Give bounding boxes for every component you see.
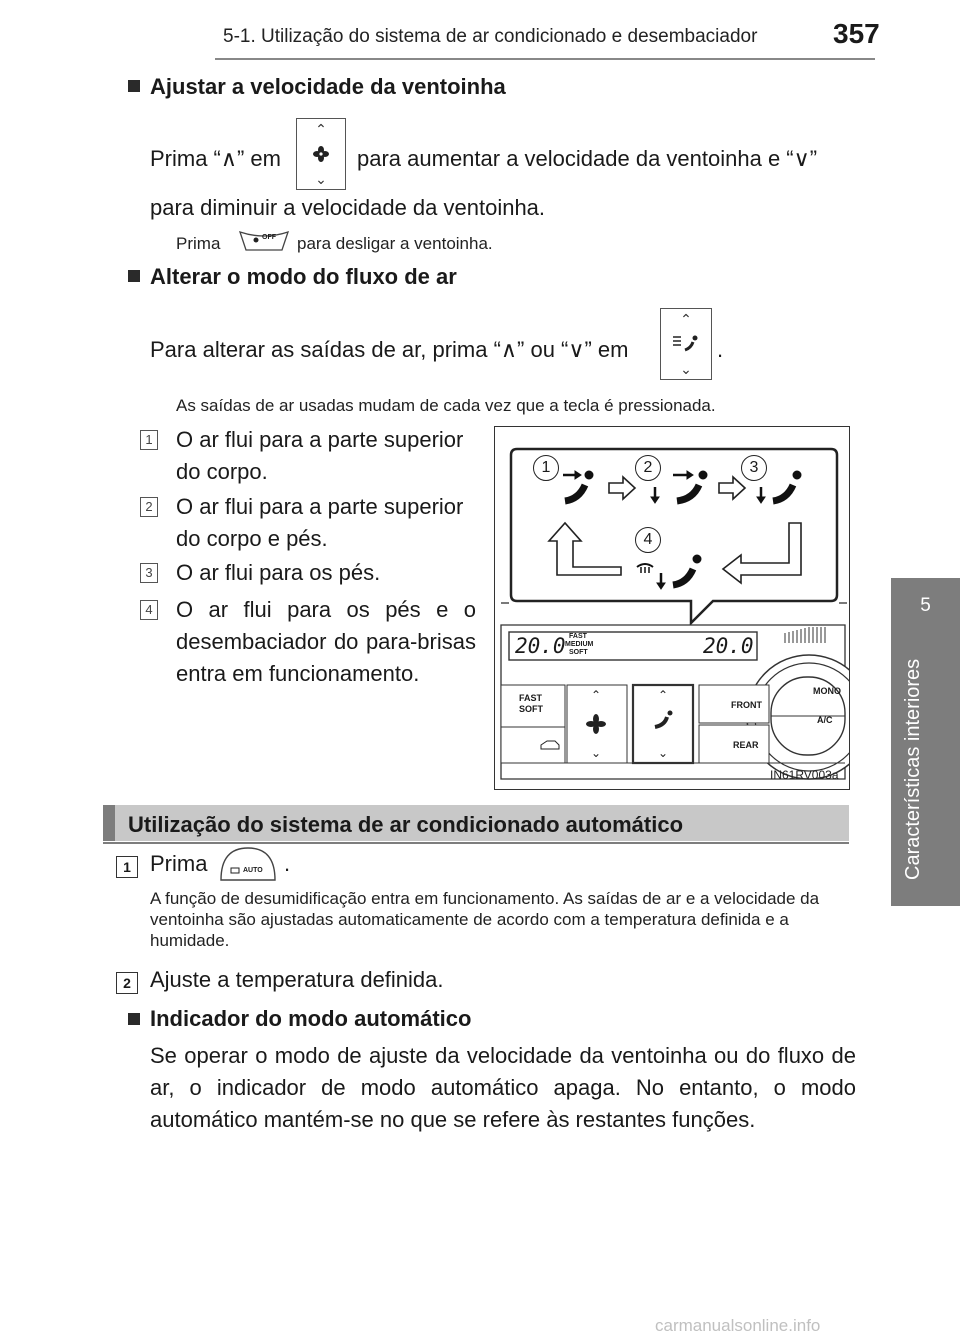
figure-code: IN61RV003a <box>770 768 839 782</box>
fan-speed-text-line2: para diminuir a velocidade da ventoinha. <box>150 195 546 220</box>
front-defog-label: FRONT <box>731 700 762 710</box>
mode-marker: 1 <box>533 455 559 481</box>
running-header-title: 5-1. Utilização do sistema de ar condicionado e desembaciador <box>223 26 758 47</box>
list-item-text: O ar flui para a parte superior do corpo e pés. <box>176 494 464 551</box>
step-number: 1 <box>116 856 138 878</box>
chapter-number: 5 <box>920 595 931 616</box>
fan-level-fast: FAST <box>569 633 587 640</box>
airflow-text-a: Para alterar as saídas de ar, prima “∧” ou “∨” em <box>150 337 629 362</box>
svg-text:⌃: ⌃ <box>590 688 602 702</box>
heading-bullet <box>128 270 140 282</box>
fast-button-label: FAST <box>519 693 543 703</box>
section-title: Utilização do sistema de ar condicionado automático <box>128 812 684 837</box>
list-item-text: O ar flui para a parte superior do corpo. <box>176 427 464 484</box>
chevron-down-icon: ⌄ <box>315 171 327 187</box>
indicator-text: Se operar o modo de ajuste da velocidade da ventoinha ou do fluxo de ar, o indicador de modo automático apaga. No entanto, o modo automático mantém-se no que se refere às restantes funções. <box>150 1043 856 1132</box>
step1-text-b: . <box>284 851 291 876</box>
heading-bullet <box>128 1013 140 1025</box>
fan-speed-text-a: Prima “∧” em <box>150 146 281 171</box>
figure-drawing <box>495 427 849 789</box>
mono-button-label: MONO <box>813 686 841 696</box>
fan-level-soft: SOFT <box>569 649 588 656</box>
fan-icon <box>312 145 330 163</box>
chevron-up-icon: ⌃ <box>315 121 327 137</box>
fan-off-note-a: Prima <box>176 234 221 253</box>
chapter-label: Características interiores <box>902 658 924 880</box>
heading-bullet <box>128 80 140 92</box>
fan-speed-text-b: para aumentar a velocidade da ventoinha e “∨” <box>357 146 818 171</box>
header-rule <box>215 58 875 60</box>
mode-marker: 2 <box>635 455 661 481</box>
section-rule <box>103 842 849 844</box>
page-number: 357 <box>833 18 880 49</box>
climate-panel-figure <box>494 426 850 790</box>
fan-level-medium: MEDIUM <box>565 641 594 648</box>
auto-label: AUTO <box>243 867 263 874</box>
mode-marker: 4 <box>635 527 661 553</box>
rear-defog-label: REAR <box>733 740 759 750</box>
list-item-text: O ar flui para os pés. <box>176 560 381 585</box>
fan-speed-button-image <box>296 118 346 190</box>
airflow-mode-icon <box>671 334 701 354</box>
svg-text:⌄: ⌄ <box>657 746 669 760</box>
watermark: carmanualsonline.info <box>655 1316 821 1335</box>
step1-text-a: Prima <box>150 851 208 876</box>
list-item-text: O ar flui para os pés e o desembaciador do para-brisas entra em funcionamento. <box>176 597 476 686</box>
svg-text:⌄: ⌄ <box>590 746 602 760</box>
airflow-note: As saídas de ar usadas mudam de cada vez que a tecla é pressionada. <box>176 396 716 415</box>
step2-text: Ajuste a temperatura definida. <box>150 967 444 992</box>
step1-note: A função de desumidificação entra em funcionamento. As saídas de ar e a velocidade da ventoinha são ajustadas automaticamente de acordo com a temperatura definida e a humidade. <box>150 889 820 950</box>
airflow-text-b: . <box>717 337 724 362</box>
list-number: 2 <box>140 497 158 517</box>
airflow-heading: Alterar o modo do fluxo de ar <box>150 264 457 289</box>
fan-speed-heading: Ajustar a velocidade da ventoinha <box>150 74 506 99</box>
right-temp-display: 20.0 <box>703 634 754 658</box>
auto-button-image <box>218 844 278 884</box>
svg-text:⌃: ⌃ <box>657 688 669 702</box>
indicator-heading: Indicador do modo automático <box>150 1006 472 1031</box>
ac-button-label: A/C <box>817 715 833 725</box>
chevron-up-icon: ⌃ <box>680 311 692 327</box>
fan-off-button-image <box>238 230 290 252</box>
list-number: 4 <box>140 600 158 620</box>
mode-marker: 3 <box>741 455 767 481</box>
list-number: 3 <box>140 563 158 583</box>
soft-button-label: SOFT <box>519 704 543 714</box>
left-temp-display: 20.0 <box>515 634 566 658</box>
fan-off-note-b: para desligar a ventoinha. <box>297 234 493 253</box>
step-number: 2 <box>116 972 138 994</box>
list-number: 1 <box>140 430 158 450</box>
airflow-button-image <box>660 308 712 380</box>
chevron-down-icon: ⌄ <box>680 361 692 377</box>
off-label: OFF <box>262 234 276 241</box>
